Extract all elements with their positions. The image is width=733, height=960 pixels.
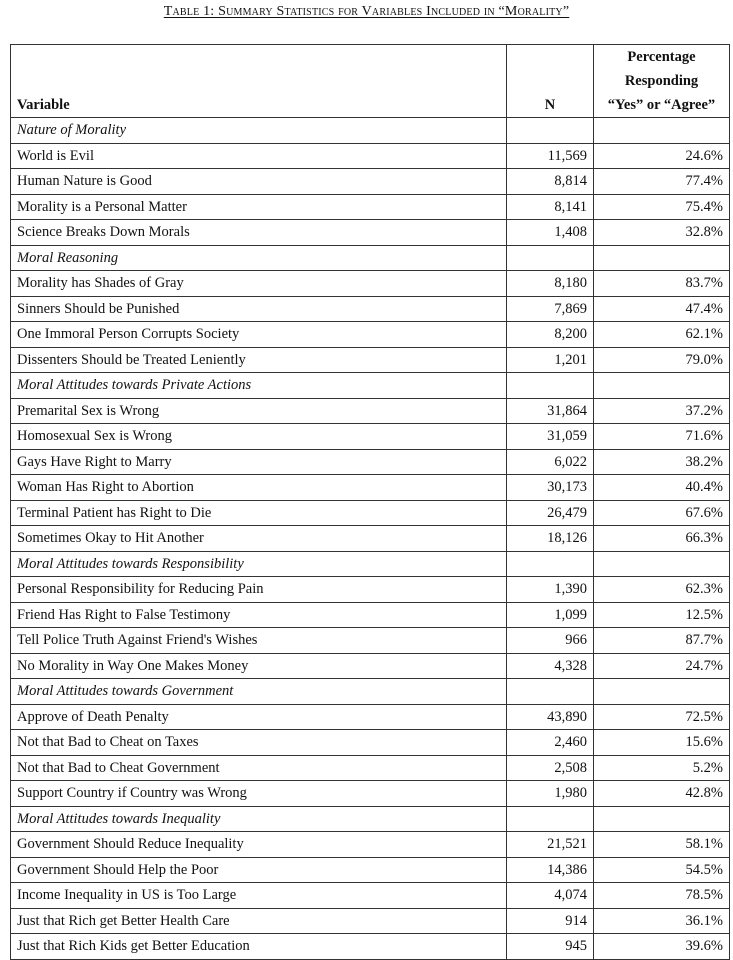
variable-cell: Government Should Reduce Inequality xyxy=(11,832,507,858)
n-cell: 2,508 xyxy=(507,755,594,781)
table-row xyxy=(11,526,730,552)
n-cell: 2,460 xyxy=(507,730,594,756)
n-cell: 31,864 xyxy=(507,398,594,424)
variable-cell: Premarital Sex is Wrong xyxy=(11,398,507,424)
n-cell: 8,814 xyxy=(507,169,594,195)
section-empty-n-cell xyxy=(507,679,594,705)
n-cell: 1,201 xyxy=(507,347,594,373)
variable-cell: Morality is a Personal Matter xyxy=(11,194,507,220)
section-empty-pct-cell xyxy=(594,806,730,832)
variable-cell: Human Nature is Good xyxy=(11,169,507,195)
table-row xyxy=(11,322,730,348)
variable-cell: Friend Has Right to False Testimony xyxy=(11,602,507,628)
percentage-cell: 42.8% xyxy=(594,781,730,807)
header-row xyxy=(11,45,730,118)
variable-cell: Morality has Shades of Gray xyxy=(11,271,507,297)
percentage-cell: 78.5% xyxy=(594,883,730,909)
percentage-cell: 12.5% xyxy=(594,602,730,628)
percentage-cell: 36.1% xyxy=(594,908,730,934)
table-row xyxy=(11,347,730,373)
section-row xyxy=(11,806,730,832)
percentage-cell: 39.6% xyxy=(594,934,730,960)
table-row xyxy=(11,704,730,730)
n-cell: 11,569 xyxy=(507,143,594,169)
summary-statistics-table xyxy=(10,44,730,960)
table-row xyxy=(11,832,730,858)
table-row xyxy=(11,143,730,169)
n-cell: 26,479 xyxy=(507,500,594,526)
table-row xyxy=(11,500,730,526)
variable-cell: Not that Bad to Cheat Government xyxy=(11,755,507,781)
section-empty-pct-cell xyxy=(594,551,730,577)
header-percentage-line3: “Yes” or “Agree” xyxy=(607,97,716,113)
percentage-cell: 47.4% xyxy=(594,296,730,322)
n-cell: 43,890 xyxy=(507,704,594,730)
section-title: Moral Attitudes towards Inequality xyxy=(11,806,507,832)
table-row xyxy=(11,194,730,220)
percentage-cell: 58.1% xyxy=(594,832,730,858)
n-cell: 8,200 xyxy=(507,322,594,348)
section-row xyxy=(11,118,730,144)
section-empty-pct-cell xyxy=(594,679,730,705)
header-variable: Variable xyxy=(11,45,507,118)
header-percentage-line2: Responding xyxy=(624,73,699,89)
percentage-cell: 71.6% xyxy=(594,424,730,450)
variable-cell: Terminal Patient has Right to Die xyxy=(11,500,507,526)
section-empty-pct-cell xyxy=(594,118,730,144)
n-cell: 1,980 xyxy=(507,781,594,807)
variable-cell: One Immoral Person Corrupts Society xyxy=(11,322,507,348)
variable-cell: Sinners Should be Punished xyxy=(11,296,507,322)
n-cell: 1,408 xyxy=(507,220,594,246)
percentage-cell: 38.2% xyxy=(594,449,730,475)
percentage-cell: 87.7% xyxy=(594,628,730,654)
variable-cell: Not that Bad to Cheat on Taxes xyxy=(11,730,507,756)
n-cell: 7,869 xyxy=(507,296,594,322)
percentage-cell: 75.4% xyxy=(594,194,730,220)
header-percentage xyxy=(594,45,730,118)
section-empty-n-cell xyxy=(507,118,594,144)
percentage-cell: 40.4% xyxy=(594,475,730,501)
section-title: Moral Attitudes towards Responsibility xyxy=(11,551,507,577)
percentage-cell: 5.2% xyxy=(594,755,730,781)
table-row xyxy=(11,908,730,934)
section-row xyxy=(11,551,730,577)
variable-cell: No Morality in Way One Makes Money xyxy=(11,653,507,679)
table-row xyxy=(11,398,730,424)
table-body xyxy=(11,118,730,960)
percentage-cell: 37.2% xyxy=(594,398,730,424)
section-empty-n-cell xyxy=(507,806,594,832)
section-row xyxy=(11,245,730,271)
percentage-cell: 77.4% xyxy=(594,169,730,195)
section-row xyxy=(11,373,730,399)
header-percentage-line1: Percentage xyxy=(627,49,696,65)
variable-cell: Support Country if Country was Wrong xyxy=(11,781,507,807)
table-row xyxy=(11,424,730,450)
table-row xyxy=(11,628,730,654)
n-cell: 21,521 xyxy=(507,832,594,858)
n-cell: 1,390 xyxy=(507,577,594,603)
percentage-cell: 67.6% xyxy=(594,500,730,526)
table-row xyxy=(11,475,730,501)
n-cell: 945 xyxy=(507,934,594,960)
n-cell: 4,074 xyxy=(507,883,594,909)
percentage-cell: 15.6% xyxy=(594,730,730,756)
table-row xyxy=(11,730,730,756)
variable-cell: World is Evil xyxy=(11,143,507,169)
table-row xyxy=(11,449,730,475)
variable-cell: Government Should Help the Poor xyxy=(11,857,507,883)
variable-cell: Tell Police Truth Against Friend's Wishes xyxy=(11,628,507,654)
n-cell: 14,386 xyxy=(507,857,594,883)
variable-cell: Just that Rich Kids get Better Education xyxy=(11,934,507,960)
variable-cell: Just that Rich get Better Health Care xyxy=(11,908,507,934)
percentage-cell: 66.3% xyxy=(594,526,730,552)
table-row xyxy=(11,883,730,909)
table-row xyxy=(11,296,730,322)
table-caption: Table 1: Summary Statistics for Variables Included in “Morality” xyxy=(163,4,570,19)
section-title: Moral Attitudes towards Government xyxy=(11,679,507,705)
variable-cell: Gays Have Right to Marry xyxy=(11,449,507,475)
n-cell: 966 xyxy=(507,628,594,654)
percentage-cell: 83.7% xyxy=(594,271,730,297)
n-cell: 914 xyxy=(507,908,594,934)
table-row xyxy=(11,602,730,628)
percentage-cell: 24.7% xyxy=(594,653,730,679)
n-cell: 18,126 xyxy=(507,526,594,552)
percentage-cell: 24.6% xyxy=(594,143,730,169)
n-cell: 4,328 xyxy=(507,653,594,679)
variable-cell: Sometimes Okay to Hit Another xyxy=(11,526,507,552)
variable-cell: Science Breaks Down Morals xyxy=(11,220,507,246)
table-row xyxy=(11,220,730,246)
percentage-cell: 79.0% xyxy=(594,347,730,373)
section-empty-n-cell xyxy=(507,245,594,271)
section-empty-n-cell xyxy=(507,373,594,399)
section-row xyxy=(11,679,730,705)
section-title: Nature of Morality xyxy=(11,118,507,144)
n-cell: 30,173 xyxy=(507,475,594,501)
section-empty-pct-cell xyxy=(594,373,730,399)
section-empty-n-cell xyxy=(507,551,594,577)
percentage-cell: 32.8% xyxy=(594,220,730,246)
n-cell: 8,141 xyxy=(507,194,594,220)
table-row xyxy=(11,271,730,297)
table-row xyxy=(11,653,730,679)
section-title: Moral Attitudes towards Private Actions xyxy=(11,373,507,399)
variable-cell: Approve of Death Penalty xyxy=(11,704,507,730)
variable-cell: Homosexual Sex is Wrong xyxy=(11,424,507,450)
percentage-cell: 72.5% xyxy=(594,704,730,730)
percentage-cell: 62.1% xyxy=(594,322,730,348)
section-empty-pct-cell xyxy=(594,245,730,271)
n-cell: 31,059 xyxy=(507,424,594,450)
section-title: Moral Reasoning xyxy=(11,245,507,271)
percentage-cell: 62.3% xyxy=(594,577,730,603)
header-n: N xyxy=(507,45,594,118)
table-row xyxy=(11,857,730,883)
percentage-cell: 54.5% xyxy=(594,857,730,883)
table-row xyxy=(11,934,730,960)
variable-cell: Personal Responsibility for Reducing Pain xyxy=(11,577,507,603)
variable-cell: Dissenters Should be Treated Leniently xyxy=(11,347,507,373)
n-cell: 6,022 xyxy=(507,449,594,475)
variable-cell: Woman Has Right to Abortion xyxy=(11,475,507,501)
table-row xyxy=(11,755,730,781)
table-row xyxy=(11,169,730,195)
table-row xyxy=(11,577,730,603)
n-cell: 8,180 xyxy=(507,271,594,297)
n-cell: 1,099 xyxy=(507,602,594,628)
variable-cell: Income Inequality in US is Too Large xyxy=(11,883,507,909)
table-row xyxy=(11,781,730,807)
